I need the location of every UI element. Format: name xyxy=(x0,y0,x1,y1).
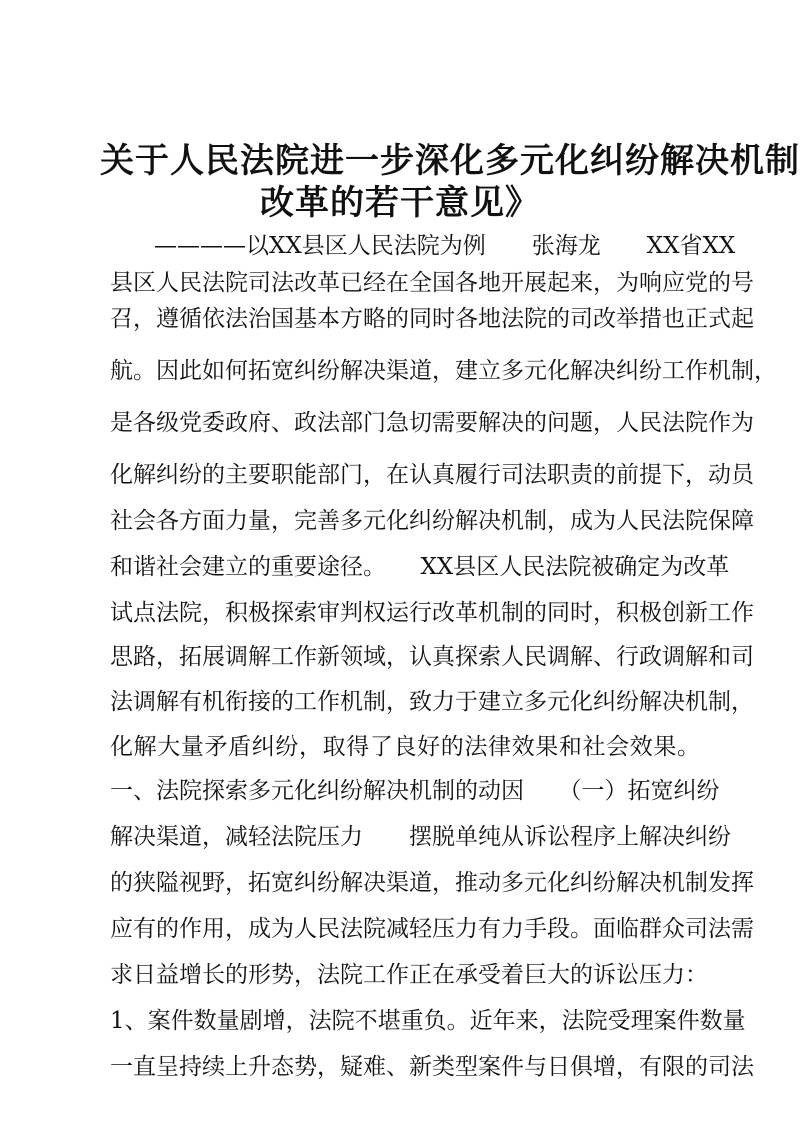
body-text-line xyxy=(110,404,754,442)
body-text-line xyxy=(110,910,754,948)
body-text-line xyxy=(110,683,754,721)
body-text-line xyxy=(110,300,754,338)
body-text-line xyxy=(110,638,754,676)
body-text-line-13: 一、法院探索多元化纠纷解决机制的动因 （一）拓宽纠纷 xyxy=(110,778,720,804)
body-text-line xyxy=(110,864,754,902)
body-text-line-1: ————以XX县区人民法院为例 张海龙 XX省XX xyxy=(154,233,736,259)
body-text-line xyxy=(110,227,736,265)
body-text-line-12: 化解大量矛盾纠纷，取得了良好的法律效果和社会效果。 xyxy=(110,734,700,760)
body-text-line xyxy=(110,772,720,810)
body-text-line-10: 思路，拓展调解工作新领域，认真探索人民调解、行政调解和司 xyxy=(110,644,754,670)
body-text-line xyxy=(110,728,700,766)
body-text-line xyxy=(110,956,708,994)
body-text-line xyxy=(110,264,754,302)
body-text-line-3: 召，遵循依法治国基本方略的同时各地法院的司改举措也正式起 xyxy=(110,306,754,332)
body-text-line-17: 求日益增长的形势，法院工作正在承受着巨大的诉讼压力： xyxy=(110,962,708,988)
body-text-line xyxy=(110,456,754,494)
body-text-line xyxy=(110,1002,746,1040)
body-text-line xyxy=(110,594,754,632)
body-text-line xyxy=(110,818,731,856)
body-text-line-4: 航。因此如何拓宽纠纷解决渠道，建立多元化解决纠纷工作机制， xyxy=(110,358,777,384)
body-text-line xyxy=(110,352,777,390)
body-text-line-18: 1、案件数量剧增，法院不堪重负。近年来，法院受理案件数量 xyxy=(110,1008,746,1034)
body-text-line-6: 化解纠纷的主要职能部门，在认真履行司法职责的前提下，动员 xyxy=(110,462,754,488)
body-text-line-14: 解决渠道，减轻法院压力 摆脱单纯从诉讼程序上解决纠纷 xyxy=(110,824,731,850)
body-text-line xyxy=(110,502,754,540)
body-text-line xyxy=(110,548,730,586)
body-text-line-7: 社会各方面力量，完善多元化纠纷解决机制，成为人民法院保障 xyxy=(110,508,754,534)
body-text-line-9: 试点法院，积极探索审判权运行改革机制的同时，积极创新工作 xyxy=(110,600,754,626)
body-text-line-5: 是各级党委政府、政法部门急切需要解决的问题，人民法院作为 xyxy=(110,410,754,436)
body-text-line-8: 和谐社会建立的重要途径。 XX县区人民法院被确定为改革 xyxy=(110,554,730,580)
body-text-line-16: 应有的作用，成为人民法院减轻压力有力手段。面临群众司法需 xyxy=(110,916,754,942)
body-text-line xyxy=(110,1048,754,1086)
body-text-line-15: 的狭隘视野，拓宽纠纷解决渠道，推动多元化纠纷解决机制发挥 xyxy=(110,870,754,896)
body-text-line-2: 县区人民法院司法改革已经在全国各地开展起来，为响应党的号 xyxy=(110,270,754,296)
document-title-line-1: 关于人民法院进一步深化多元化纠纷解决机制 xyxy=(100,141,800,181)
body-text-line-19: 一直呈持续上升态势，疑难、新类型案件与日俱增，有限的司法 xyxy=(110,1054,754,1080)
body-text-line-11: 法调解有机衔接的工作机制，致力于建立多元化纠纷解决机制， xyxy=(110,689,754,715)
document-title-line-2: 改革的若干意见》 xyxy=(260,183,540,223)
